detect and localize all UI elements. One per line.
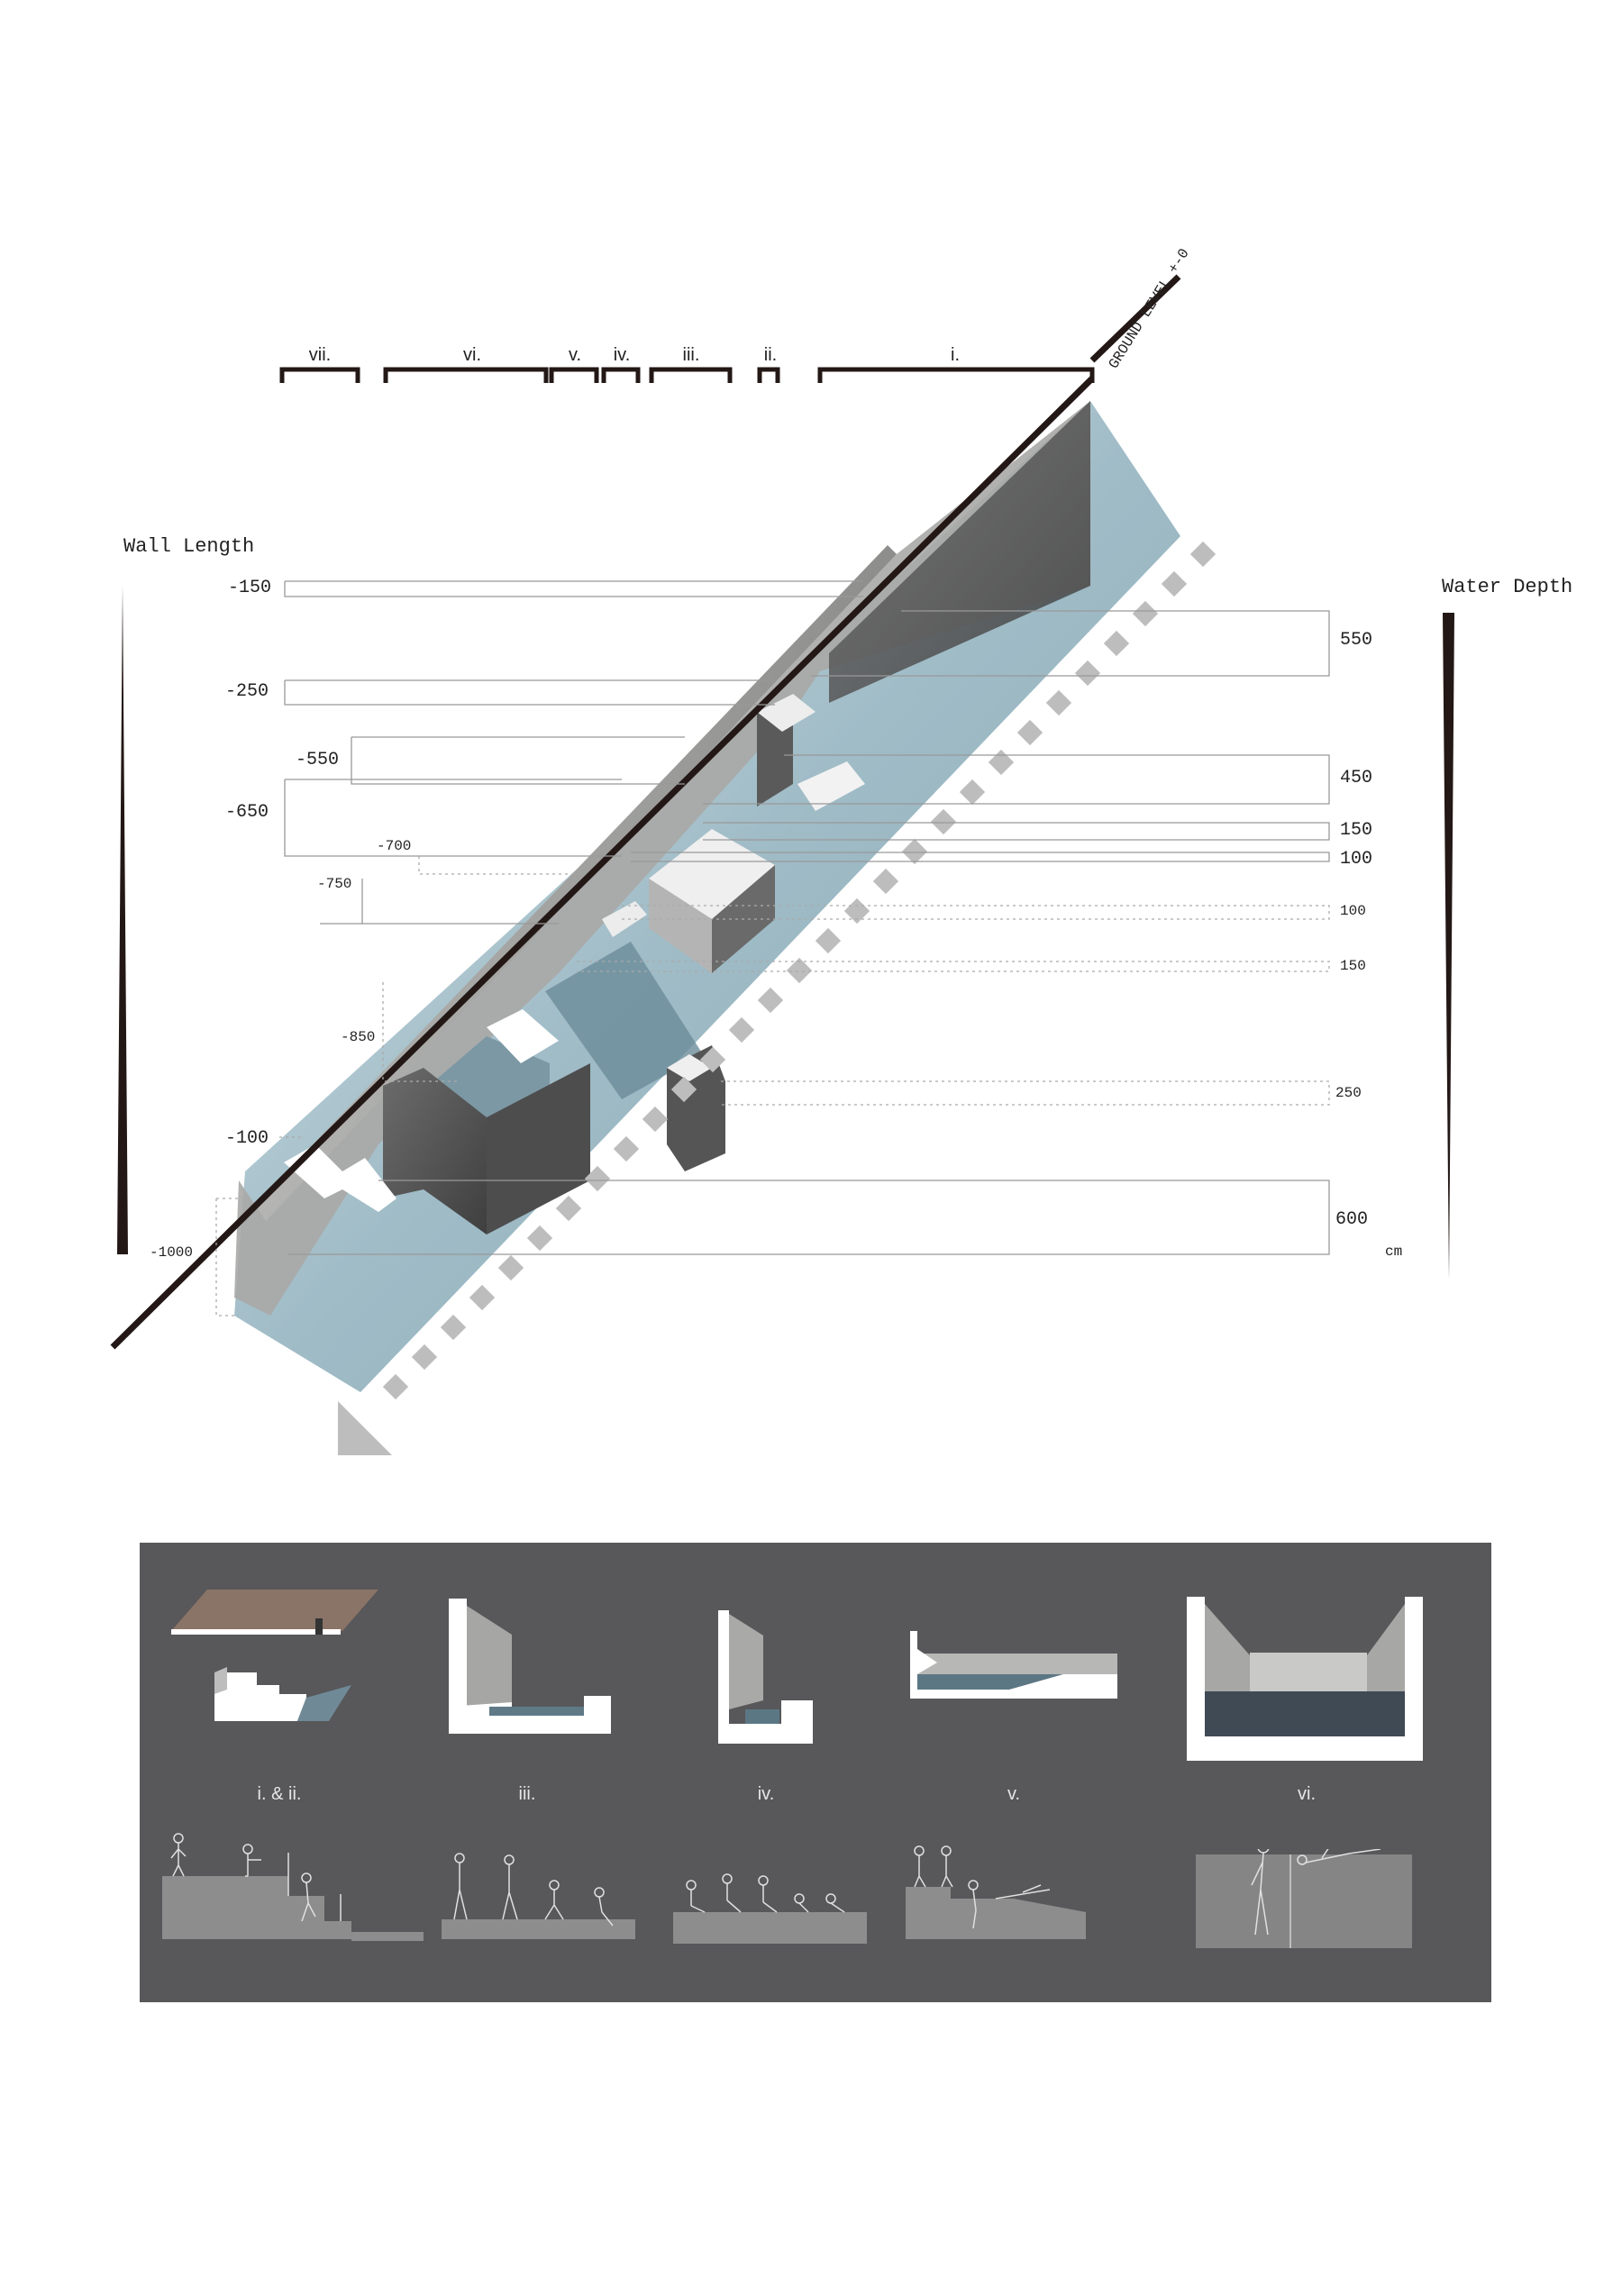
section-label-i: i.	[951, 345, 960, 365]
wall-length-label-750: -750	[317, 876, 352, 892]
figures-i-ii	[162, 1813, 424, 1948]
figures-vi	[1196, 1849, 1412, 1948]
water-depth-label-150-b: 150	[1340, 958, 1366, 974]
card-label-i-ii: i. & ii.	[257, 1784, 302, 1804]
ground-line	[113, 378, 1092, 1347]
water-depth-label-100-a: 100	[1340, 849, 1373, 870]
water-depth-label-150-a: 150	[1340, 820, 1373, 841]
card-vi	[1187, 1597, 1423, 1761]
section-labels	[309, 345, 960, 365]
water-depth-title: Water Depth	[1442, 576, 1573, 598]
figures-v	[906, 1822, 1086, 1948]
water-depth-label-250: 250	[1335, 1085, 1362, 1101]
section-brackets	[282, 369, 1092, 383]
wall-length-label-850: -850	[341, 1029, 376, 1045]
wall-length-label-100: -100	[225, 1128, 269, 1149]
figures-iv	[673, 1845, 867, 1953]
card-label-iii: iii.	[518, 1784, 536, 1804]
card-label-v: v.	[1007, 1784, 1021, 1804]
water-depth-labels	[1335, 630, 1372, 1230]
wall-length-label-150: -150	[228, 578, 272, 598]
wall-length-label-700: -700	[377, 838, 412, 854]
section-label-iii: iii.	[682, 345, 700, 365]
wall-length-label-1000: -1000	[150, 1244, 194, 1261]
water-depth-label-100-b: 100	[1340, 903, 1366, 919]
card-iii	[449, 1599, 611, 1734]
section-label-vii: vii.	[308, 345, 332, 365]
card-label-vi: vi.	[1298, 1784, 1316, 1804]
wall-length-label-250: -250	[225, 681, 269, 702]
ground-level-label: GROUND LEVEL +-0	[1105, 245, 1193, 372]
section-label-iv: iv.	[613, 345, 631, 365]
water-depth-label-600: 600	[1335, 1209, 1369, 1230]
unit-label: cm	[1385, 1244, 1403, 1260]
card-label-iv: iv.	[757, 1784, 775, 1804]
card-i-ii	[171, 1586, 387, 1748]
wall-length-title: Wall Length	[123, 535, 255, 558]
card-v	[910, 1631, 1117, 1721]
wall-length-label-550: -550	[296, 750, 340, 770]
section-label-vi: vi.	[463, 345, 481, 365]
water-depth-label-450: 450	[1340, 768, 1373, 788]
wall-length-label-650: -650	[225, 802, 269, 823]
water-depth-label-550: 550	[1340, 630, 1373, 651]
wall-length-wedge	[117, 586, 128, 1254]
section-details-panel	[140, 1543, 1491, 2002]
section-label-v: v.	[568, 345, 582, 365]
card-iv	[718, 1610, 817, 1745]
section-label-ii: ii.	[763, 345, 778, 365]
water-depth-wedge	[1443, 613, 1454, 1280]
figures-iii	[442, 1840, 635, 1948]
